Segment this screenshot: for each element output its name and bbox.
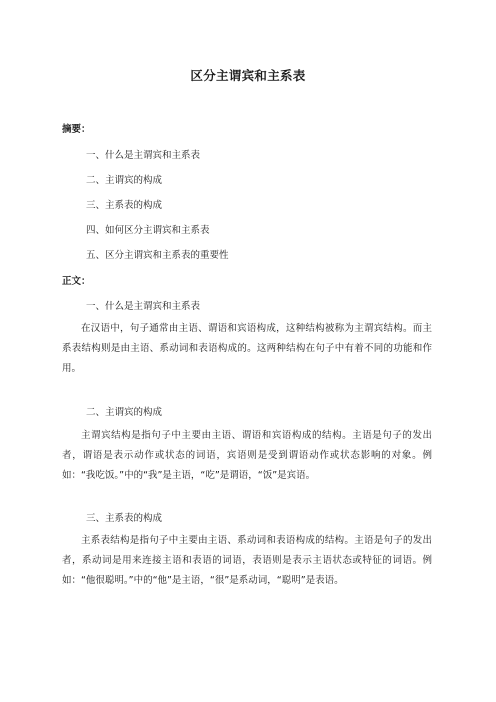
section-heading: 二、主谓宾的构成 [86, 407, 163, 418]
abstract-item: 二、主谓宾的构成 [86, 175, 163, 186]
abstract-item: 三、主系表的构成 [86, 200, 163, 211]
section-paragraph: 在汉语中，句子通常由主语、谓语和宾语构成，这种结构被称为主谓宾结构。而主系表结构则是由主语、系动词和表语构成的。这两种结构在句子中有着不同的功能和作用。 [62, 323, 432, 374]
section-heading: 三、主系表的构成 [86, 513, 163, 524]
section-paragraph: 主谓宾结构是指句子中主要由主语、谓语和宾语构成的结构。主语是句子的发出者，谓语是表示动作或状态的词语，宾语则是受到谓语动作或状态影响的对象。例如：“我吃饭。”中的“我”是主语，“吃”是谓语，“饭”是宾语。 [62, 430, 432, 481]
abstract-label: 摘要： [62, 124, 91, 135]
section-heading: 一、什么是主谓宾和主系表 [86, 301, 201, 312]
body-label: 正文： [62, 276, 91, 287]
section-paragraph: 主系表结构是指句子中主要由主语、系动词和表语构成的结构。主语是句子的发出者，系动词是用来连接主语和表语的词语，表语则是表示主语状态或特征的词语。例如：“他很聪明。”中的“他”是主语，“很”是系动词，“聪明”是表语。 [62, 535, 432, 586]
abstract-item: 四、如何区分主谓宾和主系表 [86, 225, 210, 236]
document-title: 区分主谓宾和主系表 [190, 68, 306, 83]
abstract-item: 五、区分主谓宾和主系表的重要性 [86, 250, 229, 261]
abstract-item: 一、什么是主谓宾和主系表 [86, 150, 201, 161]
